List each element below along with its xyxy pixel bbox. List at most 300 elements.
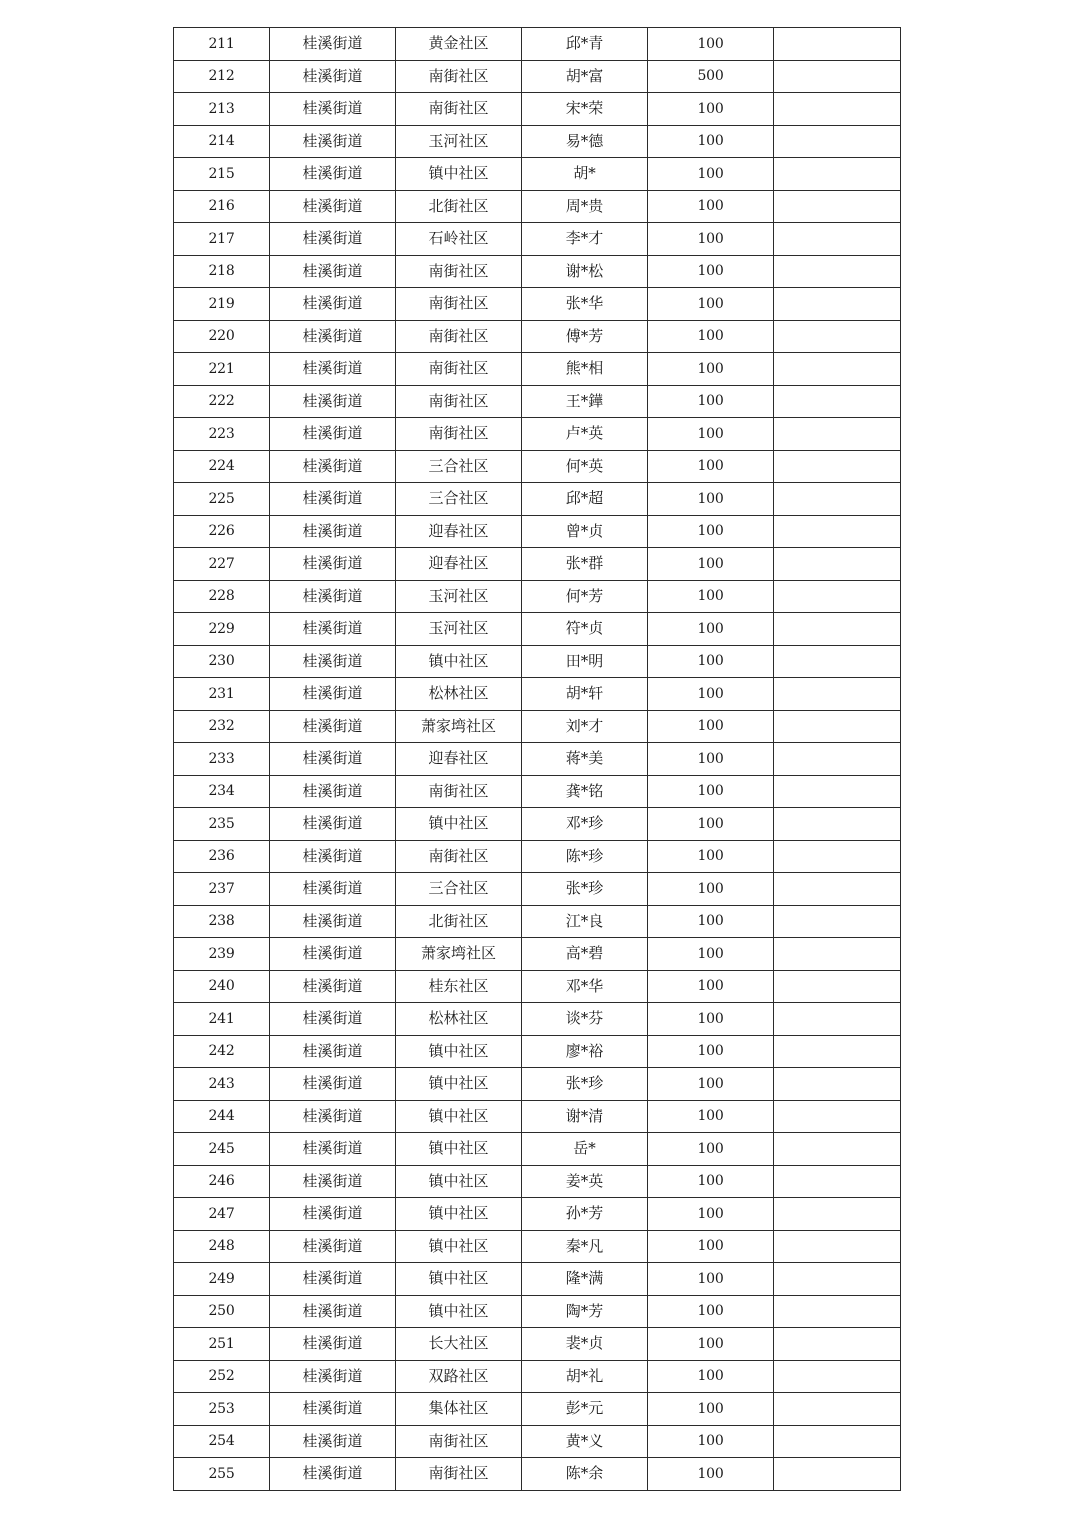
community-cell: 迎春社区	[396, 548, 522, 581]
community-cell: 桂东社区	[396, 970, 522, 1003]
subdistrict-cell: 桂溪街道	[270, 970, 396, 1003]
table-row	[174, 873, 901, 906]
remark-cell	[774, 385, 901, 418]
community-cell: 三合社区	[396, 450, 522, 483]
amount-cell: 100	[648, 190, 774, 223]
subdistrict-cell: 桂溪街道	[270, 125, 396, 158]
amount-cell: 100	[648, 1360, 774, 1393]
subdistrict-cell: 桂溪街道	[270, 1425, 396, 1458]
row-number-cell: 239	[174, 938, 270, 971]
row-number-cell: 233	[174, 743, 270, 776]
subdistrict-cell: 桂溪街道	[270, 645, 396, 678]
row-number-cell: 250	[174, 1295, 270, 1328]
name-cell: 胡*礼	[522, 1360, 648, 1393]
community-cell: 镇中社区	[396, 1263, 522, 1296]
remark-cell	[774, 320, 901, 353]
remark-cell	[774, 93, 901, 126]
table-row	[174, 483, 901, 516]
name-cell: 陈*余	[522, 1458, 648, 1491]
name-cell: 张*珍	[522, 873, 648, 906]
table-row	[174, 255, 901, 288]
amount-cell: 100	[648, 1100, 774, 1133]
amount-cell: 100	[648, 255, 774, 288]
remark-cell	[774, 1100, 901, 1133]
remark-cell	[774, 255, 901, 288]
community-cell: 南街社区	[396, 255, 522, 288]
remark-cell	[774, 1360, 901, 1393]
table-row	[174, 1360, 901, 1393]
community-cell: 南街社区	[396, 1458, 522, 1491]
row-number-cell: 232	[174, 710, 270, 743]
amount-cell: 100	[648, 125, 774, 158]
table-row	[174, 450, 901, 483]
name-cell: 高*碧	[522, 938, 648, 971]
row-number-cell: 253	[174, 1393, 270, 1426]
row-number-cell: 254	[174, 1425, 270, 1458]
table-row	[174, 580, 901, 613]
remark-cell	[774, 678, 901, 711]
subdistrict-cell: 桂溪街道	[270, 1393, 396, 1426]
row-number-cell: 236	[174, 840, 270, 873]
amount-cell: 100	[648, 905, 774, 938]
subdistrict-cell: 桂溪街道	[270, 1295, 396, 1328]
community-cell: 南街社区	[396, 1425, 522, 1458]
row-number-cell: 240	[174, 970, 270, 1003]
name-cell: 曾*贞	[522, 515, 648, 548]
row-number-cell: 237	[174, 873, 270, 906]
community-cell: 南街社区	[396, 418, 522, 451]
row-number-cell: 211	[174, 28, 270, 61]
subdistrict-cell: 桂溪街道	[270, 613, 396, 646]
community-cell: 镇中社区	[396, 158, 522, 191]
remark-cell	[774, 840, 901, 873]
row-number-cell: 215	[174, 158, 270, 191]
name-cell: 陶*芳	[522, 1295, 648, 1328]
remark-cell	[774, 515, 901, 548]
remark-cell	[774, 548, 901, 581]
name-cell: 孙*芳	[522, 1198, 648, 1231]
subdistrict-cell: 桂溪街道	[270, 775, 396, 808]
subdistrict-cell: 桂溪街道	[270, 1003, 396, 1036]
subdistrict-cell: 桂溪街道	[270, 1133, 396, 1166]
table-row	[174, 353, 901, 386]
name-cell: 姜*英	[522, 1165, 648, 1198]
subdistrict-cell: 桂溪街道	[270, 548, 396, 581]
table-body	[174, 28, 901, 1491]
table-row	[174, 288, 901, 321]
row-number-cell: 245	[174, 1133, 270, 1166]
name-cell: 谢*清	[522, 1100, 648, 1133]
name-cell: 秦*凡	[522, 1230, 648, 1263]
name-cell: 邓*珍	[522, 808, 648, 841]
amount-cell: 100	[648, 613, 774, 646]
row-number-cell: 213	[174, 93, 270, 126]
community-cell: 双路社区	[396, 1360, 522, 1393]
amount-cell: 100	[648, 1035, 774, 1068]
community-cell: 松林社区	[396, 678, 522, 711]
row-number-cell: 241	[174, 1003, 270, 1036]
table-row	[174, 710, 901, 743]
amount-cell: 100	[648, 1133, 774, 1166]
subdistrict-cell: 桂溪街道	[270, 190, 396, 223]
name-cell: 蒋*美	[522, 743, 648, 776]
table-row	[174, 418, 901, 451]
community-cell: 萧家塆社区	[396, 710, 522, 743]
table-row	[174, 1100, 901, 1133]
name-cell: 卢*英	[522, 418, 648, 451]
remark-cell	[774, 1425, 901, 1458]
row-number-cell: 247	[174, 1198, 270, 1231]
name-cell: 岳*	[522, 1133, 648, 1166]
amount-cell: 100	[648, 1425, 774, 1458]
row-number-cell: 221	[174, 353, 270, 386]
community-cell: 南街社区	[396, 93, 522, 126]
row-number-cell: 248	[174, 1230, 270, 1263]
subdistrict-cell: 桂溪街道	[270, 1198, 396, 1231]
subdistrict-cell: 桂溪街道	[270, 158, 396, 191]
remark-cell	[774, 1068, 901, 1101]
row-number-cell: 252	[174, 1360, 270, 1393]
amount-cell: 100	[648, 1263, 774, 1296]
community-cell: 黄金社区	[396, 28, 522, 61]
remark-cell	[774, 613, 901, 646]
amount-cell: 100	[648, 1230, 774, 1263]
remark-cell	[774, 808, 901, 841]
row-number-cell: 218	[174, 255, 270, 288]
subdistrict-cell: 桂溪街道	[270, 353, 396, 386]
amount-cell: 100	[648, 223, 774, 256]
row-number-cell: 226	[174, 515, 270, 548]
community-cell: 镇中社区	[396, 645, 522, 678]
subdistrict-cell: 桂溪街道	[270, 320, 396, 353]
amount-cell: 100	[648, 158, 774, 191]
community-cell: 镇中社区	[396, 1100, 522, 1133]
remark-cell	[774, 645, 901, 678]
subdistrict-cell: 桂溪街道	[270, 1360, 396, 1393]
remark-cell	[774, 1230, 901, 1263]
row-number-cell: 231	[174, 678, 270, 711]
table-row	[174, 840, 901, 873]
name-cell: 胡*富	[522, 60, 648, 93]
community-cell: 玉河社区	[396, 613, 522, 646]
table-row	[174, 190, 901, 223]
amount-cell: 100	[648, 1068, 774, 1101]
subdistrict-cell: 桂溪街道	[270, 1263, 396, 1296]
row-number-cell: 222	[174, 385, 270, 418]
subdistrict-cell: 桂溪街道	[270, 60, 396, 93]
amount-cell: 100	[648, 580, 774, 613]
name-cell: 熊*相	[522, 353, 648, 386]
community-cell: 松林社区	[396, 1003, 522, 1036]
amount-cell: 100	[648, 28, 774, 61]
amount-cell: 100	[648, 1458, 774, 1491]
donation-table	[173, 27, 901, 1491]
remark-cell	[774, 580, 901, 613]
table-row	[174, 28, 901, 61]
subdistrict-cell: 桂溪街道	[270, 1230, 396, 1263]
subdistrict-cell: 桂溪街道	[270, 450, 396, 483]
amount-cell: 100	[648, 353, 774, 386]
community-cell: 南街社区	[396, 320, 522, 353]
community-cell: 北街社区	[396, 190, 522, 223]
amount-cell: 100	[648, 743, 774, 776]
row-number-cell: 229	[174, 613, 270, 646]
community-cell: 迎春社区	[396, 515, 522, 548]
amount-cell: 100	[648, 808, 774, 841]
subdistrict-cell: 桂溪街道	[270, 255, 396, 288]
row-number-cell: 238	[174, 905, 270, 938]
amount-cell: 100	[648, 938, 774, 971]
amount-cell: 500	[648, 60, 774, 93]
subdistrict-cell: 桂溪街道	[270, 28, 396, 61]
name-cell: 谢*松	[522, 255, 648, 288]
name-cell: 宋*荣	[522, 93, 648, 126]
remark-cell	[774, 970, 901, 1003]
table-row	[174, 1165, 901, 1198]
subdistrict-cell: 桂溪街道	[270, 905, 396, 938]
community-cell: 萧家塆社区	[396, 938, 522, 971]
remark-cell	[774, 873, 901, 906]
name-cell: 邱*超	[522, 483, 648, 516]
name-cell: 陈*珍	[522, 840, 648, 873]
name-cell: 张*群	[522, 548, 648, 581]
row-number-cell: 249	[174, 1263, 270, 1296]
row-number-cell: 214	[174, 125, 270, 158]
name-cell: 谈*芬	[522, 1003, 648, 1036]
remark-cell	[774, 1003, 901, 1036]
table-row	[174, 93, 901, 126]
remark-cell	[774, 483, 901, 516]
table-row	[174, 775, 901, 808]
table-row	[174, 1328, 901, 1361]
community-cell: 南街社区	[396, 775, 522, 808]
subdistrict-cell: 桂溪街道	[270, 580, 396, 613]
row-number-cell: 220	[174, 320, 270, 353]
subdistrict-cell: 桂溪街道	[270, 418, 396, 451]
remark-cell	[774, 223, 901, 256]
community-cell: 长大社区	[396, 1328, 522, 1361]
amount-cell: 100	[648, 450, 774, 483]
table-row	[174, 320, 901, 353]
table-row	[174, 385, 901, 418]
remark-cell	[774, 60, 901, 93]
subdistrict-cell: 桂溪街道	[270, 1035, 396, 1068]
table-row	[174, 613, 901, 646]
community-cell: 集体社区	[396, 1393, 522, 1426]
community-cell: 迎春社区	[396, 743, 522, 776]
table-row	[174, 645, 901, 678]
community-cell: 镇中社区	[396, 1295, 522, 1328]
amount-cell: 100	[648, 548, 774, 581]
community-cell: 南街社区	[396, 385, 522, 418]
name-cell: 何*芳	[522, 580, 648, 613]
remark-cell	[774, 938, 901, 971]
community-cell: 镇中社区	[396, 1035, 522, 1068]
remark-cell	[774, 158, 901, 191]
name-cell: 田*明	[522, 645, 648, 678]
name-cell: 傅*芳	[522, 320, 648, 353]
table-row	[174, 1035, 901, 1068]
table-row	[174, 1133, 901, 1166]
community-cell: 三合社区	[396, 483, 522, 516]
table-row	[174, 1263, 901, 1296]
name-cell: 江*良	[522, 905, 648, 938]
row-number-cell: 242	[174, 1035, 270, 1068]
row-number-cell: 243	[174, 1068, 270, 1101]
table-row	[174, 1230, 901, 1263]
amount-cell: 100	[648, 1328, 774, 1361]
community-cell: 南街社区	[396, 60, 522, 93]
subdistrict-cell: 桂溪街道	[270, 515, 396, 548]
row-number-cell: 212	[174, 60, 270, 93]
community-cell: 镇中社区	[396, 1230, 522, 1263]
table-row	[174, 158, 901, 191]
row-number-cell: 216	[174, 190, 270, 223]
row-number-cell: 227	[174, 548, 270, 581]
subdistrict-cell: 桂溪街道	[270, 743, 396, 776]
amount-cell: 100	[648, 93, 774, 126]
amount-cell: 100	[648, 775, 774, 808]
community-cell: 三合社区	[396, 873, 522, 906]
amount-cell: 100	[648, 710, 774, 743]
table-row	[174, 1393, 901, 1426]
name-cell: 邱*青	[522, 28, 648, 61]
subdistrict-cell: 桂溪街道	[270, 385, 396, 418]
table-row	[174, 1003, 901, 1036]
amount-cell: 100	[648, 970, 774, 1003]
name-cell: 张*珍	[522, 1068, 648, 1101]
table-row	[174, 1198, 901, 1231]
table-row	[174, 970, 901, 1003]
subdistrict-cell: 桂溪街道	[270, 710, 396, 743]
community-cell: 镇中社区	[396, 1133, 522, 1166]
community-cell: 玉河社区	[396, 580, 522, 613]
community-cell: 南街社区	[396, 288, 522, 321]
community-cell: 北街社区	[396, 905, 522, 938]
remark-cell	[774, 450, 901, 483]
row-number-cell: 234	[174, 775, 270, 808]
table-row	[174, 905, 901, 938]
remark-cell	[774, 1328, 901, 1361]
name-cell: 周*贵	[522, 190, 648, 223]
amount-cell: 100	[648, 418, 774, 451]
table-row	[174, 1295, 901, 1328]
remark-cell	[774, 190, 901, 223]
table-row	[174, 515, 901, 548]
remark-cell	[774, 775, 901, 808]
remark-cell	[774, 288, 901, 321]
row-number-cell: 219	[174, 288, 270, 321]
subdistrict-cell: 桂溪街道	[270, 1165, 396, 1198]
community-cell: 玉河社区	[396, 125, 522, 158]
name-cell: 裴*贞	[522, 1328, 648, 1361]
amount-cell: 100	[648, 1393, 774, 1426]
remark-cell	[774, 1295, 901, 1328]
subdistrict-cell: 桂溪街道	[270, 93, 396, 126]
remark-cell	[774, 743, 901, 776]
row-number-cell: 228	[174, 580, 270, 613]
amount-cell: 100	[648, 678, 774, 711]
subdistrict-cell: 桂溪街道	[270, 678, 396, 711]
amount-cell: 100	[648, 873, 774, 906]
name-cell: 符*贞	[522, 613, 648, 646]
amount-cell: 100	[648, 515, 774, 548]
amount-cell: 100	[648, 1198, 774, 1231]
name-cell: 胡*	[522, 158, 648, 191]
remark-cell	[774, 1035, 901, 1068]
name-cell: 廖*裕	[522, 1035, 648, 1068]
name-cell: 邓*华	[522, 970, 648, 1003]
table-row	[174, 1425, 901, 1458]
table-row	[174, 808, 901, 841]
row-number-cell: 251	[174, 1328, 270, 1361]
name-cell: 彭*元	[522, 1393, 648, 1426]
row-number-cell: 217	[174, 223, 270, 256]
community-cell: 南街社区	[396, 840, 522, 873]
name-cell: 王*鏵	[522, 385, 648, 418]
subdistrict-cell: 桂溪街道	[270, 938, 396, 971]
amount-cell: 100	[648, 1003, 774, 1036]
name-cell: 隆*满	[522, 1263, 648, 1296]
community-cell: 镇中社区	[396, 808, 522, 841]
remark-cell	[774, 1198, 901, 1231]
row-number-cell: 246	[174, 1165, 270, 1198]
name-cell: 李*才	[522, 223, 648, 256]
subdistrict-cell: 桂溪街道	[270, 483, 396, 516]
amount-cell: 100	[648, 1295, 774, 1328]
name-cell: 黄*义	[522, 1425, 648, 1458]
community-cell: 镇中社区	[396, 1198, 522, 1231]
remark-cell	[774, 710, 901, 743]
table-row	[174, 223, 901, 256]
remark-cell	[774, 353, 901, 386]
remark-cell	[774, 1263, 901, 1296]
table-row	[174, 938, 901, 971]
community-cell: 南街社区	[396, 353, 522, 386]
amount-cell: 100	[648, 645, 774, 678]
table-row	[174, 548, 901, 581]
community-cell: 镇中社区	[396, 1068, 522, 1101]
subdistrict-cell: 桂溪街道	[270, 1328, 396, 1361]
amount-cell: 100	[648, 385, 774, 418]
table-row	[174, 743, 901, 776]
remark-cell	[774, 1458, 901, 1491]
subdistrict-cell: 桂溪街道	[270, 808, 396, 841]
community-cell: 镇中社区	[396, 1165, 522, 1198]
subdistrict-cell: 桂溪街道	[270, 873, 396, 906]
subdistrict-cell: 桂溪街道	[270, 1068, 396, 1101]
remark-cell	[774, 28, 901, 61]
amount-cell: 100	[648, 483, 774, 516]
row-number-cell: 225	[174, 483, 270, 516]
subdistrict-cell: 桂溪街道	[270, 840, 396, 873]
amount-cell: 100	[648, 320, 774, 353]
row-number-cell: 223	[174, 418, 270, 451]
remark-cell	[774, 1393, 901, 1426]
row-number-cell: 230	[174, 645, 270, 678]
name-cell: 刘*才	[522, 710, 648, 743]
name-cell: 易*德	[522, 125, 648, 158]
row-number-cell: 235	[174, 808, 270, 841]
remark-cell	[774, 1133, 901, 1166]
row-number-cell: 224	[174, 450, 270, 483]
subdistrict-cell: 桂溪街道	[270, 1458, 396, 1491]
subdistrict-cell: 桂溪街道	[270, 1100, 396, 1133]
community-cell: 石岭社区	[396, 223, 522, 256]
subdistrict-cell: 桂溪街道	[270, 288, 396, 321]
remark-cell	[774, 125, 901, 158]
remark-cell	[774, 418, 901, 451]
